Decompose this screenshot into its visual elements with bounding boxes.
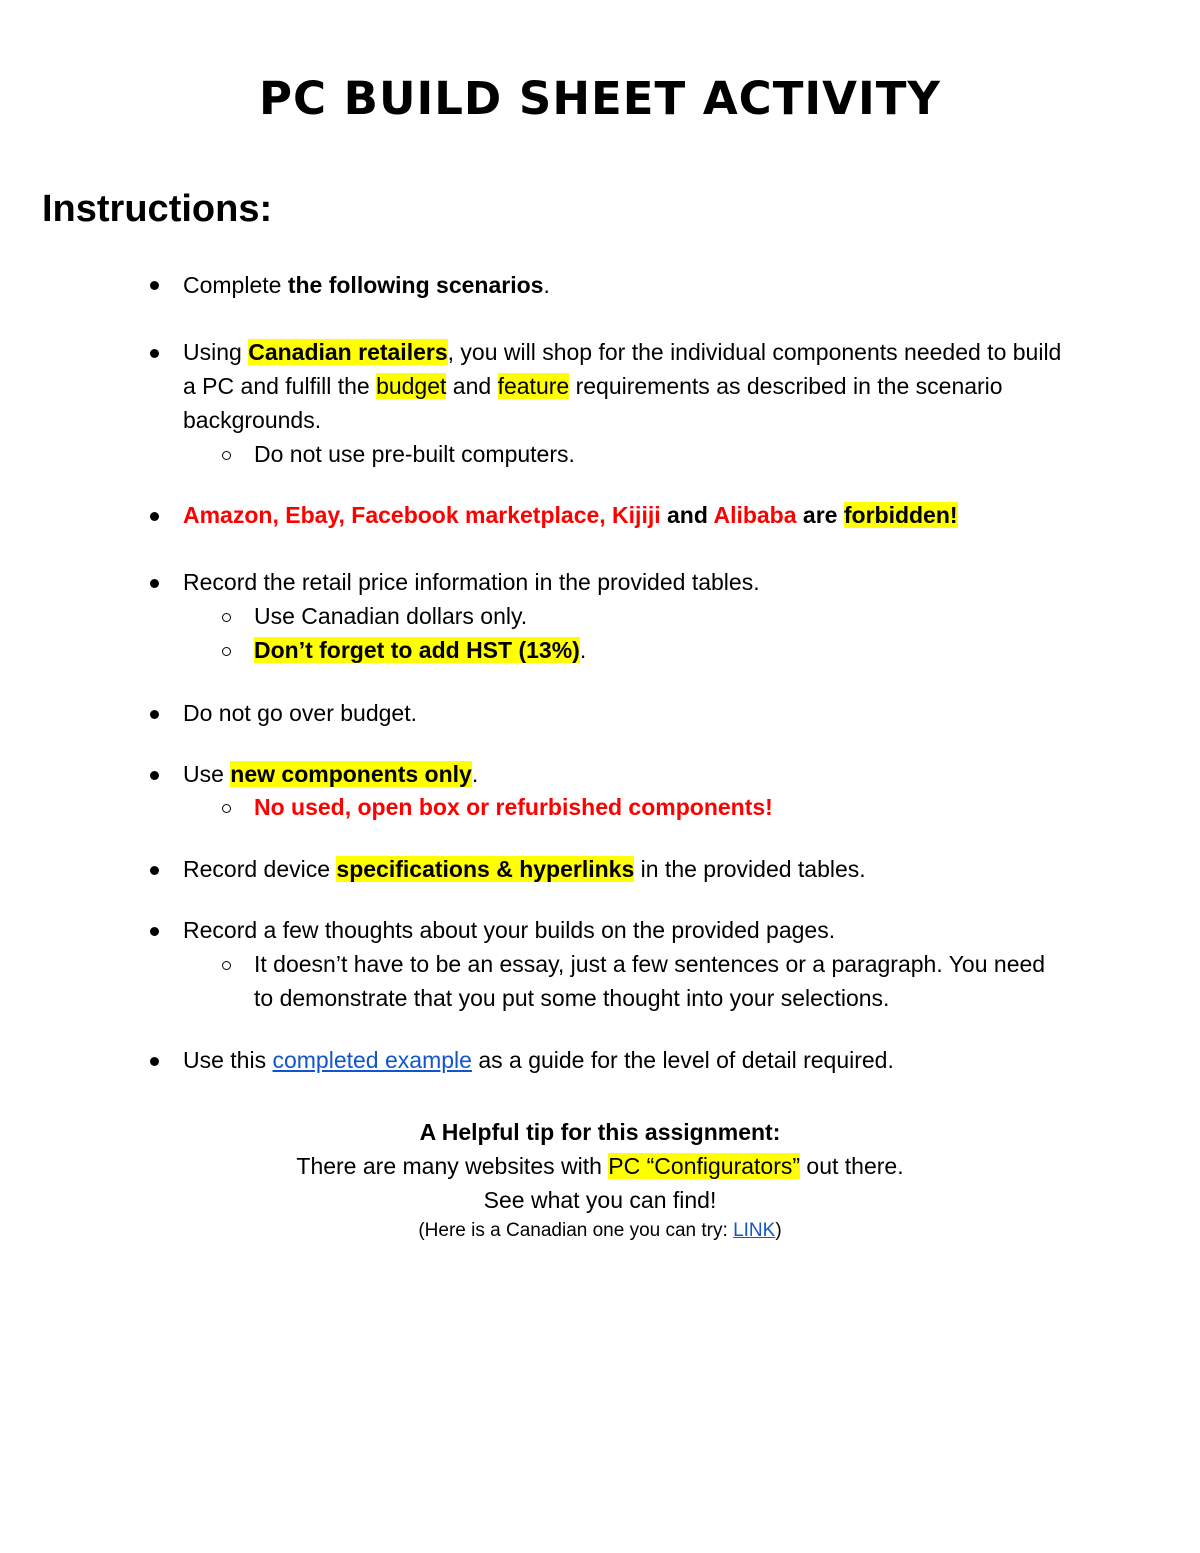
item-text-line-2 bbox=[183, 369, 1003, 403]
text-segment-bold: the following scenarios bbox=[287, 272, 544, 298]
tip-line-1 bbox=[0, 1149, 1200, 1183]
tip-heading: A Helpful tip for this assignment: bbox=[419, 1119, 781, 1145]
bullet-icon bbox=[150, 927, 159, 936]
sub-item-text-line-1: It doesn’t have to be an essay, just a few sentences or a paragraph. You need bbox=[254, 951, 1046, 977]
text-segment: a PC and fulfill the bbox=[183, 373, 377, 399]
text-segment: Using bbox=[183, 339, 249, 365]
bullet-icon bbox=[150, 579, 159, 588]
text-segment: Use bbox=[183, 761, 231, 787]
text-segment: There are many websites with bbox=[296, 1153, 609, 1179]
bullet-icon bbox=[150, 866, 159, 875]
text-segment: Complete bbox=[183, 272, 288, 298]
sub-item-text: Do not use pre-built computers. bbox=[254, 441, 575, 467]
bullet-icon bbox=[150, 710, 159, 719]
highlight-hst: Don’t forget to add HST (13%) bbox=[254, 637, 580, 663]
text-segment: , you will shop for the individual components needed to build bbox=[447, 339, 1062, 365]
text-segment: Record device bbox=[183, 856, 337, 882]
text-segment: requirements as described in the scenario bbox=[569, 373, 1003, 399]
tip-line-3 bbox=[0, 1216, 1200, 1246]
bullet-icon bbox=[150, 349, 159, 358]
item-text bbox=[183, 268, 550, 302]
sub-bullet-icon bbox=[222, 451, 231, 460]
sub-bullet-icon bbox=[222, 804, 231, 813]
sub-bullet-icon bbox=[222, 613, 231, 622]
item-text-line-3: backgrounds. bbox=[183, 407, 322, 433]
sub-bullet-icon bbox=[222, 647, 231, 656]
item-text bbox=[183, 852, 866, 886]
text-segment-bold: are bbox=[796, 502, 844, 528]
sub-item-text bbox=[254, 633, 586, 667]
sub-item-text bbox=[254, 790, 773, 824]
text-segment: (Here is a Canadian one you can try: bbox=[418, 1220, 734, 1241]
text-segment: and bbox=[446, 373, 498, 399]
sub-bullet-icon bbox=[222, 961, 231, 970]
item-text: Record the retail price information in the provided tables. bbox=[183, 569, 760, 595]
text-segment: . bbox=[543, 272, 550, 298]
warning-text: No used, open box or refurbished components! bbox=[254, 794, 773, 820]
item-text bbox=[183, 498, 958, 532]
text-segment: as a guide for the level of detail required. bbox=[471, 1047, 894, 1073]
item-text bbox=[183, 1043, 894, 1077]
forbidden-retailer-alibaba: Alibaba bbox=[713, 502, 797, 528]
completed-example-link[interactable]: completed example bbox=[272, 1047, 472, 1073]
sub-item-text-line-2: to demonstrate that you put some thought into your selections. bbox=[254, 985, 890, 1011]
text-segment-bold: and bbox=[660, 502, 714, 528]
instructions-heading: Instructions: bbox=[42, 188, 273, 230]
item-text: Record a few thoughts about your builds on the provided pages. bbox=[183, 917, 836, 943]
sub-item-text: Use Canadian dollars only. bbox=[254, 603, 528, 629]
item-text: Do not go over budget. bbox=[183, 700, 417, 726]
page-title: PC BUILD SHEET ACTIVITY bbox=[258, 72, 941, 125]
highlight-budget: budget bbox=[376, 373, 447, 399]
bullet-icon bbox=[150, 771, 159, 780]
item-text-line-1 bbox=[183, 335, 1061, 369]
highlight-forbidden: forbidden! bbox=[843, 502, 958, 528]
configurator-link[interactable]: LINK bbox=[733, 1220, 776, 1241]
bullet-icon bbox=[150, 1057, 159, 1066]
text-segment: . bbox=[579, 637, 587, 663]
text-segment: Use this bbox=[183, 1047, 273, 1073]
bullet-icon bbox=[150, 512, 159, 521]
text-segment: ) bbox=[775, 1220, 782, 1241]
forbidden-retailers: Amazon, Ebay, Facebook marketplace, Kijiji bbox=[183, 502, 661, 528]
highlight-new-components: new components only bbox=[230, 761, 472, 787]
item-text bbox=[183, 757, 478, 791]
highlight-canadian-retailers: Canadian retailers bbox=[248, 339, 448, 365]
text-segment: in the provided tables. bbox=[634, 856, 866, 882]
highlight-feature: feature bbox=[497, 373, 570, 399]
highlight-specifications: specifications & hyperlinks bbox=[336, 856, 635, 882]
text-segment: out there. bbox=[800, 1153, 904, 1179]
tip-line-2: See what you can find! bbox=[483, 1187, 717, 1213]
bullet-icon bbox=[150, 281, 159, 290]
highlight-configurators: PC “Configurators” bbox=[608, 1153, 801, 1179]
text-segment: . bbox=[471, 761, 479, 787]
